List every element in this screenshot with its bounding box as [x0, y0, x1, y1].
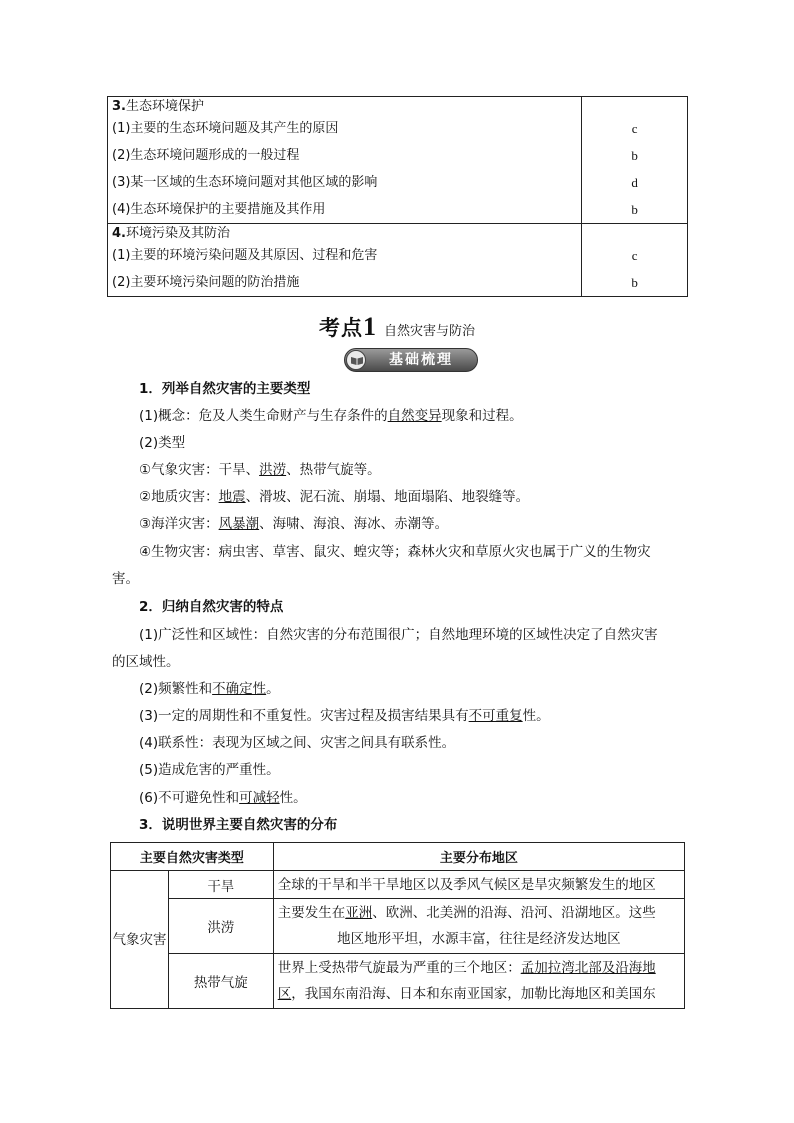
disaster-group-cell: 气象灾害 — [111, 871, 169, 1009]
level-value: c — [631, 248, 638, 263]
column-header-type: 主要自然灾害类型 — [111, 843, 274, 871]
section-heading: 3.生态环境保护 — [112, 99, 204, 114]
paragraph-unavoidable: (6)不可避免性和可减轻性。 — [139, 790, 307, 806]
heading-1: 1．列举自然灾害的主要类型 — [139, 381, 311, 397]
section-title-subtitle: 自然灾害与防治 — [383, 324, 475, 339]
requirement-table — [107, 96, 688, 297]
requirement-item: (4)生态环境保护的主要措施及其作用 — [112, 202, 326, 217]
paragraph-extensive: (1)广泛性和区域性：自然灾害的分布范围很广；自然地理环境的区域性决定了自然灾害 — [139, 627, 658, 643]
heading-3: 3．说明世界主要自然灾害的分布 — [139, 817, 338, 833]
badge-label: 基础梳理 — [389, 352, 453, 368]
requirement-item: (2)主要环境污染问题的防治措施 — [112, 275, 300, 290]
paragraph-meteorological: ①气象灾害：干旱、洪涝、热带气旋等。 — [139, 462, 381, 478]
disaster-subtype: 干旱 — [168, 871, 273, 899]
requirement-section-3 — [108, 97, 582, 224]
section-heading: 4.环境污染及其防治 — [112, 226, 230, 241]
requirement-item: (1)主要的环境污染问题及其原因、过程和危害 — [112, 248, 378, 263]
level-value: b — [631, 275, 638, 290]
requirement-item: (2)生态环境问题形成的一般过程 — [112, 148, 300, 163]
level-value: b — [631, 148, 638, 163]
paragraph-frequent: (2)频繁性和不确定性。 — [139, 681, 280, 697]
distribution-table — [110, 842, 685, 1009]
paragraph-concept: (1)概念：危及人类生命财产与生存条件的自然变异现象和过程。 — [139, 408, 523, 424]
level-value: c — [631, 121, 638, 136]
distribution-text: 世界上受热带气旋最为严重的三个地区：孟加拉湾北部及沿海地 区，我国东南沿海、日本和东南亚国家，加勒比海地区和美国东 — [273, 954, 684, 1009]
requirement-item: (1)主要的生态环境问题及其产生的原因 — [112, 121, 339, 136]
paragraph-marine: ③海洋灾害：风暴潮、海啸、海浪、海冰、赤潮等。 — [139, 516, 449, 532]
level-value: b — [631, 202, 638, 217]
paragraph-extensive-cont: 的区域性。 — [112, 654, 180, 670]
paragraph-periodic: (3)一定的周期性和不重复性。灾害过程及损害结果具有不可重复性。 — [139, 708, 550, 724]
paragraph-biological: ④生物灾害：病虫害、草害、鼠灾、蝗灾等；森林火灾和草原火灾也属于广义的生物灾 — [139, 544, 651, 560]
disaster-subtype: 洪涝 — [168, 899, 273, 954]
book-icon — [346, 350, 366, 370]
paragraph-types: (2)类型 — [139, 435, 186, 451]
level-column — [582, 97, 688, 224]
section-title-main: 考点 — [318, 316, 363, 340]
paragraph-linked: (4)联系性：表现为区域之间、灾害之间具有联系性。 — [139, 735, 456, 751]
paragraph-biological-cont: 害。 — [112, 571, 139, 587]
paragraph-severe: (5)造成危害的严重性。 — [139, 762, 280, 778]
distribution-text: 主要发生在亚洲、欧洲、北美洲的沿海、沿河、沿湖地区。这些 地区地形平坦，水源丰富，往往是经济发达地区 — [273, 899, 684, 954]
basic-review-badge — [344, 348, 478, 372]
heading-2: 2．归纳自然灾害的特点 — [139, 599, 284, 615]
section-title-number: 1 — [362, 312, 376, 341]
section-title — [0, 312, 794, 342]
distribution-text: 全球的干旱和半干旱地区以及季风气候区是旱灾频繁发生的地区 — [273, 871, 684, 899]
requirement-item: (3)某一区域的生态环境问题对其他区域的影响 — [112, 175, 378, 190]
requirement-section-4 — [108, 224, 582, 297]
column-header-region: 主要分布地区 — [273, 843, 684, 871]
level-column — [582, 224, 688, 297]
level-value: d — [631, 175, 638, 190]
paragraph-geological: ②地质灾害：地震、滑坡、泥石流、崩塌、地面塌陷、地裂缝等。 — [139, 489, 530, 505]
disaster-subtype: 热带气旋 — [168, 954, 273, 1009]
